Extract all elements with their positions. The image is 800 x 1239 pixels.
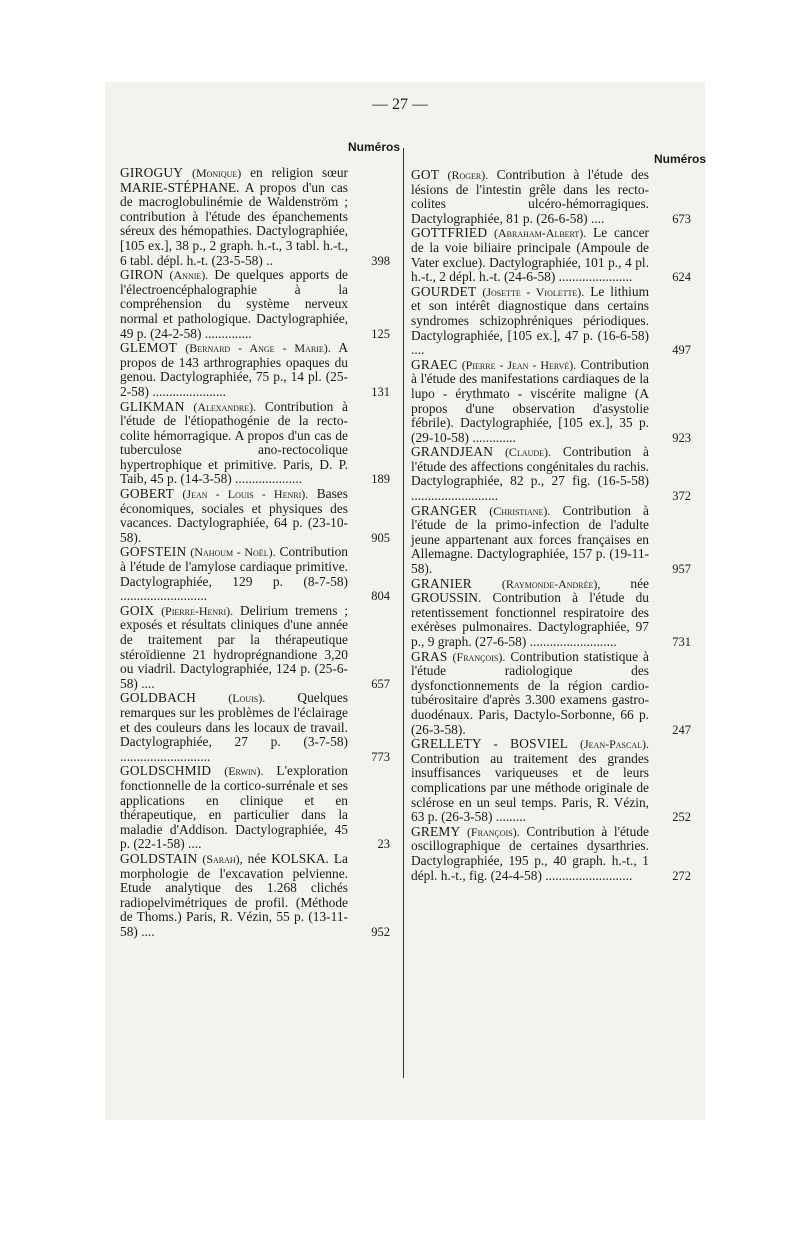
author-given-names: (Annie). <box>169 268 209 283</box>
thesis-entry <box>120 604 390 692</box>
author-given-names: (Sarah), <box>202 851 243 866</box>
entry-number: 23 <box>377 837 390 852</box>
thesis-entry <box>120 691 390 764</box>
entry-number: 624 <box>672 270 691 285</box>
thesis-entry <box>120 166 390 268</box>
author-given-names: (Louis). <box>228 691 266 706</box>
thesis-description: née KOLSKA. La morphologie de l'excavation pelvienne. Etude analytique des 1.268 clichés radiopelvimétriques de profil. (Méthode de Thoms.) Paris, R. Vézin, 55 p. (13-11-58) .... <box>120 850 348 939</box>
entry-number: 773 <box>371 749 390 764</box>
entry-number: 398 <box>371 253 390 268</box>
author-surname: GOFSTEIN <box>120 544 187 560</box>
column-divider <box>403 148 404 1078</box>
thesis-description: De quelques apports de l'électroencéphalographie à la compréhension du système nerveux normal et pathologique. Dactylographiée, 49 p. (24-2-58) .............. <box>120 267 348 341</box>
author-surname: GOTTFRIED <box>411 225 488 241</box>
thesis-entry <box>411 737 691 825</box>
author-given-names: (Josette - Violette). <box>482 284 585 299</box>
thesis-description: Contribution à l'étude oscillographique de certaines dysarthries. Dactylographiée, 195 p., 40 graph. h.-t., 1 dépl. h.-t., fig. (24-4-58) .......................... <box>411 823 649 883</box>
thesis-description: Delirium tremens ; exposés et résultats cliniques d'une année de traitement par la thérapeutique stéroïdienne 21 hydroprégnandione 3,20 ou viadril. Dactylographiée, 124 p. (25-6-58) .... <box>120 602 348 691</box>
author-surname: GOLDSCHMID <box>120 763 212 779</box>
entry-number: 804 <box>371 589 390 604</box>
thesis-description: Le lithium et son intérêt diagnostique dans certains syndromes schizophréniques périodiques. Dactylographiée, [105 ex.], 47 p. (16-6-58) .... <box>411 283 649 358</box>
author-given-names: (Jean-Pascal). <box>580 737 649 752</box>
author-given-names: (Raymonde-Andrée), <box>501 576 601 591</box>
thesis-description: Contribution à l'étude des affections congénitales du rachis. Dactylographiée, 82 p., 27 fig. (16-5-58) .......................... <box>411 444 649 504</box>
thesis-description: en religion sœur MARIE-STÉPHANE. A propos d'un cas de macroglobulinémie de Waldenström ; contribution à l'étude des épanchements séreux des hémopathies. Dactylographiée, [105 ex.], 38 p., 2 graph. h.-t., 3 tabl. h.-t., 6 tabl. dépl. h.-t. (23-5-58) .. <box>120 165 348 268</box>
thesis-entry <box>411 358 691 446</box>
thesis-description: Bases économiques, sociales et physiques des vacances. Dactylographiée, 64 p. (23-10-58). <box>120 486 348 545</box>
entry-number: 497 <box>672 343 691 358</box>
author-surname: GRAEC <box>411 356 458 372</box>
entry-number: 131 <box>371 384 390 399</box>
thesis-entry <box>411 226 691 284</box>
author-surname: GOT <box>411 167 440 182</box>
author-surname: GLIKMAN <box>120 398 185 414</box>
thesis-description: Contribution statistique à l'étude radiologique des dysfonctionnements de la région cardio-tubérositaire d'après 3.300 examens gastro-duodénaux. Paris, Dactylo-Sorbonne, 66 p. (26-3-58). <box>411 648 649 737</box>
author-given-names: (Pierre-Henri). <box>161 603 234 618</box>
author-given-names: (Jean - Louis - Henri). <box>182 487 309 502</box>
entry-number: 272 <box>672 868 691 883</box>
author-given-names: (Abraham-Albert). <box>494 226 587 241</box>
entry-number: 657 <box>371 676 390 691</box>
author-given-names: (Nahoum - Noël). <box>190 545 276 560</box>
entry-number: 125 <box>371 326 390 341</box>
page-number: — 27 — <box>372 96 428 113</box>
author-surname: GIROGUY <box>120 165 184 180</box>
thesis-entry <box>120 268 390 341</box>
author-given-names: (Pierre - Jean - Hervé). <box>461 357 577 372</box>
thesis-entry <box>120 852 390 940</box>
thesis-entry <box>411 504 691 577</box>
thesis-description: Quelques remarques sur les problèmes de l'éclairage et des couleurs dans les locaux de travail. Dactylographiée, 27 p. (3-7-58) ........................... <box>120 690 348 764</box>
thesis-entry <box>411 825 691 883</box>
thesis-description: Le cancer de la voie biliaire principale (Ampoule de Vater exclue). Dactylographiée, 101 p., 4 pl. h.-t., 2 dépl. h.-t. (24-6-58) ...................... <box>411 225 649 285</box>
thesis-entry <box>120 487 390 545</box>
thesis-description: A propos de 143 arthrographies opaques du genou. Dactylographiée, 75 p., 14 pl. (25-2-58) ...................... <box>120 340 348 399</box>
entry-number: 731 <box>672 635 691 649</box>
thesis-entry <box>120 341 390 399</box>
thesis-entry <box>120 545 390 603</box>
author-surname: GRAS <box>411 648 448 664</box>
author-surname: GREMY <box>411 823 461 839</box>
author-given-names: (Alexandre). <box>193 399 257 414</box>
author-surname: GRANIER <box>411 575 472 591</box>
author-given-names: (Erwin). <box>224 764 264 779</box>
author-surname: GLEMOT <box>120 340 177 356</box>
author-given-names: (Monique) <box>191 166 242 180</box>
author-given-names: (Christiane). <box>489 503 551 518</box>
left-column-header: Numéros <box>347 140 400 154</box>
thesis-description: née GROUSSIN. Contribution à l'étude du retentissement fonctionnel respiratoire des exérèses pulmonaires. Dactylographiée, 97 p., 9 graph. (27-6-58) .......................... <box>411 575 649 649</box>
author-surname: GOBERT <box>120 486 174 502</box>
author-given-names: (Claude). <box>504 445 552 460</box>
author-surname: GIRON <box>120 267 164 283</box>
thesis-description: Contribution à l'étude de l'étiopathogénie de la recto-colite hémorragique. A propos d'un cas de tuberculose ano-rectocolique hypertrophique et primitive. Paris, D. P. Taib, 45 p. (14-3-58) .................... <box>120 398 348 487</box>
author-surname: GOLDBACH <box>120 690 196 706</box>
author-given-names: (Bernard - Ange - Marie). <box>185 341 331 356</box>
entry-number: 189 <box>371 472 390 487</box>
thesis-description: Contribution au traitement des grandes insuffisances variqueuses et de leurs complications par une méthode originale de sclérose en un seul temps. Paris, R. Vézin, 63 p. (26-3-58) ......... <box>411 750 649 825</box>
thesis-entry <box>411 650 691 738</box>
thesis-description: L'exploration fonctionnelle de la cortico-surrénale et ses applications en clinique et en thérapeutique, en particulier dans la maladie d'Addison. Dactylographiée, 45 p. (22-1-58) .... <box>120 763 348 852</box>
author-surname: GRANGER <box>411 502 478 518</box>
author-given-names: (François). <box>466 824 520 839</box>
thesis-description: Contribution à l'étude des manifestations cardiaques de la lupo - érythmato - viscérite maligne (A propos d'une observation d'asystolie fébrile). Dactylographiée, [105 ex.], 35 p. (29-10-58) ............. <box>411 356 649 445</box>
author-surname: GRANDJEAN <box>411 444 494 460</box>
thesis-entry <box>120 764 390 852</box>
entry-number: 905 <box>371 530 390 545</box>
author-given-names: (Roger). <box>447 168 489 182</box>
entry-number: 957 <box>672 562 691 577</box>
thesis-description: Contribution à l'étude de la primo-infection de l'adulte jeune appartenant aux forces françaises en Allemagne. Dactylographiée, 157 p. (19-11-58). <box>411 502 649 577</box>
right-column-header: Numéros <box>653 152 706 166</box>
thesis-entry <box>411 168 691 226</box>
thesis-entry <box>120 400 390 488</box>
thesis-entry <box>411 577 691 650</box>
author-surname: GOLDSTAIN <box>120 850 198 866</box>
entry-number: 247 <box>672 722 691 737</box>
entry-number: 252 <box>672 810 691 825</box>
author-surname: GOURDET <box>411 283 477 299</box>
thesis-description: Contribution à l'étude de l'amylose cardiaque primitive. Dactylographiée, 129 p. (8-7-58) .......................... <box>120 544 348 604</box>
thesis-description: Contribution à l'étude des lésions de l'intestin grêle dans les recto-colites ulcéro-hémorragiques. Dactylographiée, 81 p. (26-6-58) .... <box>411 167 649 226</box>
entry-number: 952 <box>371 924 390 939</box>
right-entries <box>411 168 691 883</box>
entry-number: 673 <box>672 211 691 226</box>
thesis-entry <box>411 285 691 358</box>
left-entries <box>120 166 390 939</box>
entry-number: 372 <box>672 489 691 504</box>
author-surname: GOIX <box>120 602 155 618</box>
author-surname: GRELLETY - BOSVIEL <box>411 736 569 752</box>
entry-number: 923 <box>672 430 691 445</box>
thesis-entry <box>411 445 691 503</box>
author-given-names: (François). <box>452 649 506 664</box>
